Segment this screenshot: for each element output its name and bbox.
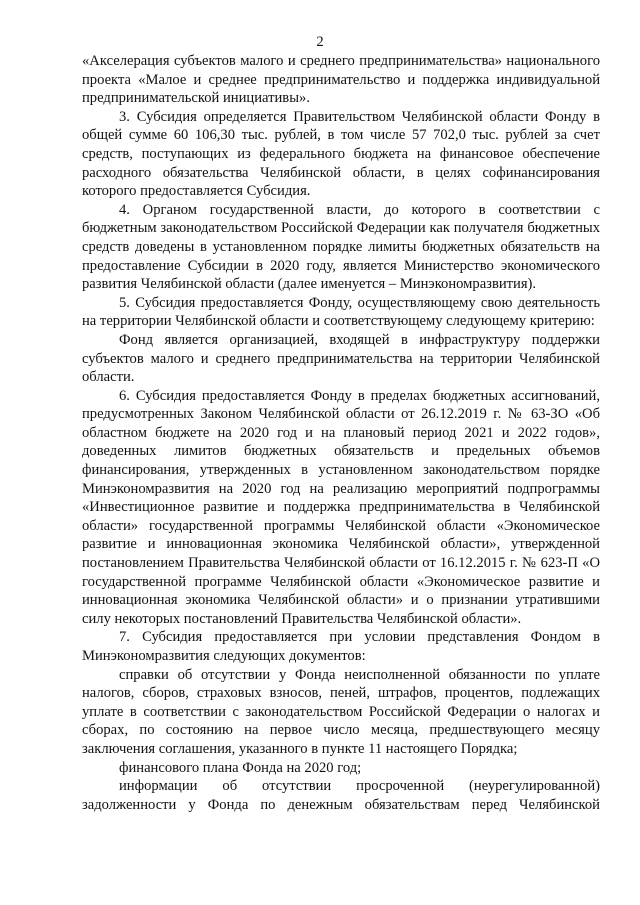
page-number: 2 [316, 34, 324, 50]
paragraph-7: 7. Субсидия предоставляется при условии представления Фондом в Минэкономразвития следующих документов: [82, 629, 600, 664]
paragraph-7-financial-plan: финансового плана Фонда на 2020 год; [119, 759, 362, 776]
paragraph-5: 5. Субсидия предоставляется Фонду, осуществляющему свою деятельность на территории Челябинской области и соответствующему следующему критерию: [82, 294, 600, 330]
paragraph-7-debt-info: информации об отсутствии просроченной (неурегулированной) задолженности у Фонда по денежным обязательствам перед Челябинской [82, 778, 600, 813]
paragraph-4: 4. Органом государственной власти, до которого в соответствии с бюджетным законодательством Российской Федерации как получателя бюджетных средств доведены в установленном порядке лимиты бюджетных обязательств на предоставление Субсидии в 2020 году, является Министерство экономического развития Челябинской области (далее именуется – Минэкономразвития). [82, 201, 600, 293]
paragraph-7-tax-certificate: справки об отсутствии у Фонда неисполненной обязанности по уплате налогов, сборов, страховых взносов, пеней, штрафов, процентов, подлежащих уплате в соответствии с законодательством Российской Федерации о налогах и сборах, по состоянию на первое число месяца, предшествующего месяцу заключения соглашения, указанного в пункте 11 настоящего Порядка; [82, 666, 600, 757]
document-body [82, 52, 600, 814]
paragraph-5-criterion: Фонд является организацией, входящей в инфраструктуру поддержки субъектов малого и среднего предпринимательства на территории Челябинской области. [82, 331, 600, 386]
paragraph-6: 6. Субсидия предоставляется Фонду в пределах бюджетных ассигнований, предусмотренных Законом Челябинской области от 26.12.2019 г. № 63-ЗО «Об областном бюджете на 2020 год и на плановый период 2021 и 2022 годов», доведенных лимитов бюджетных обязательств и предельных объемов финансирования, утвержденных в установленном законодательством порядке Минэкономразвития на 2020 год на реализацию мероприятий подпрограммы «Инвестиционное развитие и поддержка предпринимательства в Челябинской области» государственной программы Челябинской области «Экономическое развитие и инновационная экономика Челябинской области», утвержденной постановлением Правительства Челябинской области от 16.12.2015 г. № 623-П «О государственной программе Челябинской области «Экономическое развитие и инновационная экономика Челябинской области» и о признании утратившими силу некоторых постановлений Правительства Челябинской области». [82, 387, 600, 627]
paragraph-3: 3. Субсидия определяется Правительством Челябинской области Фонду в общей сумме 60 106,30 тыс. рублей, в том числе 57 702,0 тыс. рублей за счет средств, поступающих из федерального бюджета на финансовое обеспечение расходного обязательства Челябинской области, в целях софинансирования которого предоставляется Субсидия. [82, 108, 600, 200]
paragraph-intro-continuation: «Акселерация субъектов малого и среднего предпринимательства» национального проекта «Малое и среднее предпринимательство и поддержка индивидуальной предпринимательской инициативы». [82, 53, 600, 107]
